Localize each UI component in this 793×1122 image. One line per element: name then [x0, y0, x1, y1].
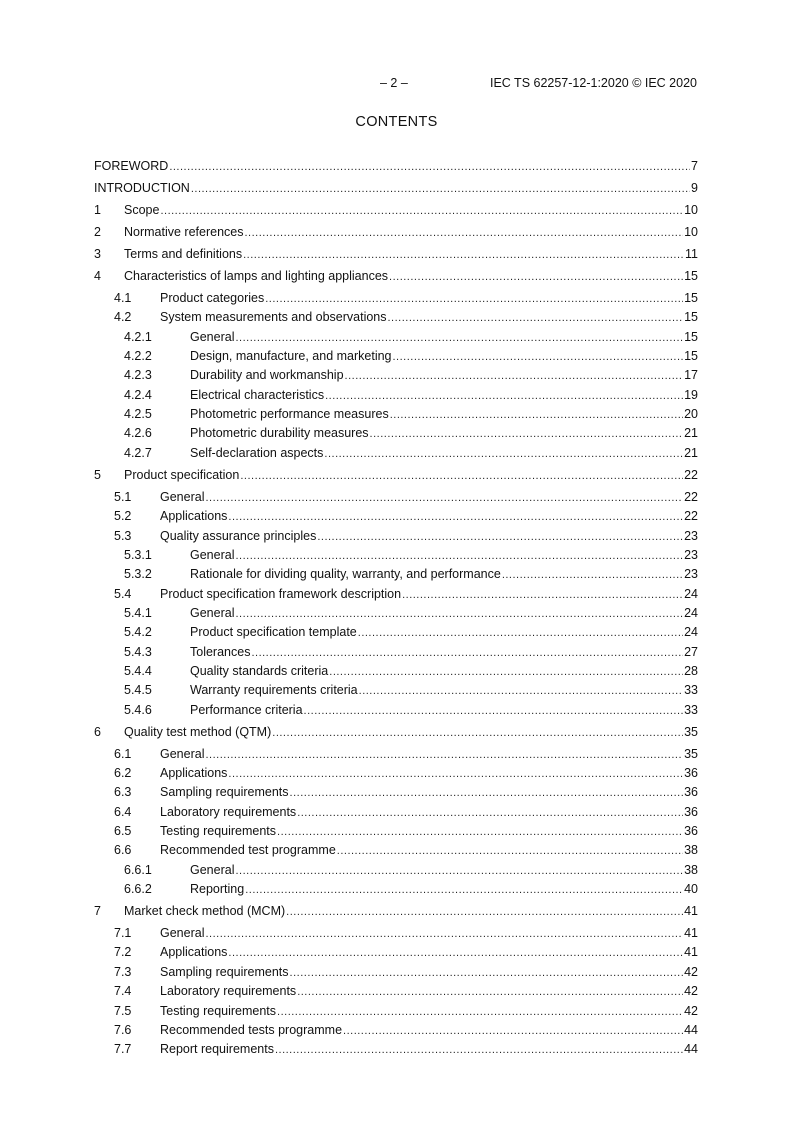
toc-entry[interactable]: [94, 158, 698, 174]
toc-leader-dots: [275, 1042, 683, 1058]
toc-entry[interactable]: [114, 508, 698, 524]
toc-entry-number: 5.4.3: [124, 645, 152, 659]
toc-entry[interactable]: [94, 246, 698, 262]
toc-leader-dots: [286, 904, 683, 920]
toc-entry-number: 4: [94, 269, 101, 283]
toc-entry-title: Terms and definitions: [124, 247, 243, 261]
toc-entry-number: 5: [94, 468, 101, 482]
toc-entry-page: 33: [684, 703, 698, 717]
toc-entry-title: Warranty requirements criteria: [190, 683, 358, 697]
toc-entry-number: 6.5: [114, 824, 132, 838]
toc-entry-title: General: [190, 330, 235, 344]
toc-entry-page: 22: [684, 509, 698, 523]
toc-leader-dots: [388, 310, 684, 326]
toc-entry-number: 4.2.3: [124, 368, 152, 382]
toc-entry[interactable]: [124, 367, 698, 383]
toc-leader-dots: [240, 468, 683, 484]
toc-entry[interactable]: [94, 903, 698, 919]
toc-entry-page: 23: [684, 529, 698, 543]
toc-entry-page: 21: [684, 426, 698, 440]
toc-leader-dots: [370, 426, 684, 442]
toc-leader-dots: [317, 529, 683, 545]
toc-entry[interactable]: [124, 663, 698, 679]
toc-entry-title: Market check method (MCM): [124, 904, 286, 918]
toc-entry[interactable]: [114, 804, 698, 820]
toc-entry-page: 35: [684, 747, 698, 761]
toc-entry-page: 42: [684, 984, 698, 998]
toc-entry-number: 7.3: [114, 965, 132, 979]
toc-entry-title: General: [190, 606, 235, 620]
toc-entry-page: 21: [684, 446, 698, 460]
toc-leader-dots: [235, 606, 683, 622]
toc-entry-page: 11: [685, 247, 698, 261]
toc-entry[interactable]: [114, 586, 698, 602]
page-number: – 2 –: [380, 76, 408, 90]
toc-entry-title: Product specification framework description: [160, 587, 402, 601]
toc-entry-number: 6.1: [114, 747, 132, 761]
toc-entry-number: 4.2.2: [124, 349, 152, 363]
toc-entry-page: 24: [684, 625, 698, 639]
toc-leader-dots: [235, 548, 683, 564]
toc-entry[interactable]: [114, 290, 698, 306]
toc-leader-dots: [325, 388, 683, 404]
toc-leader-dots: [290, 965, 684, 981]
toc-leader-dots: [277, 1004, 683, 1020]
toc-entry[interactable]: [114, 309, 698, 325]
toc-entry-title: General: [190, 548, 235, 562]
toc-leader-dots: [502, 567, 683, 583]
toc-leader-dots: [235, 863, 683, 879]
toc-leader-dots: [191, 181, 690, 197]
toc-entry-number: 5.1: [114, 490, 132, 504]
toc-entry-page: 42: [684, 965, 698, 979]
toc-entry-number: 1: [94, 203, 101, 217]
toc-entry-number: 7.4: [114, 984, 132, 998]
toc-entry-title: General: [160, 490, 205, 504]
toc-entry-number: 5.4.4: [124, 664, 152, 678]
toc-entry-title: Quality standards criteria: [190, 664, 329, 678]
toc-entry-title: Scope: [124, 203, 160, 217]
toc-entry-title: Testing requirements: [160, 1004, 277, 1018]
toc-entry-title: Report requirements: [160, 1042, 274, 1056]
toc-entry-title: Electrical characteristics: [190, 388, 325, 402]
toc-entry-title: Quality test method (QTM): [124, 725, 272, 739]
toc-entry[interactable]: [114, 1041, 698, 1057]
toc-entry[interactable]: [124, 682, 698, 698]
toc-entry-page: 36: [684, 766, 698, 780]
toc-leader-dots: [393, 349, 684, 365]
toc-entry-number: 7.5: [114, 1004, 132, 1018]
toc-leader-dots: [337, 843, 683, 859]
toc-entry[interactable]: [114, 944, 698, 960]
toc-entry-number: 4.2.4: [124, 388, 152, 402]
toc-entry-page: 24: [684, 606, 698, 620]
toc-entry-title: Product categories: [160, 291, 265, 305]
toc-entry[interactable]: [114, 765, 698, 781]
toc-entry-number: 5.4.1: [124, 606, 152, 620]
toc-entry-number: 7.1: [114, 926, 132, 940]
toc-entry[interactable]: [124, 425, 698, 441]
toc-entry[interactable]: [94, 268, 698, 284]
toc-entry[interactable]: [114, 528, 698, 544]
toc-leader-dots: [304, 703, 684, 719]
toc-leader-dots: [169, 159, 690, 175]
toc-leader-dots: [290, 785, 684, 801]
toc-entry-title: Recommended test programme: [160, 843, 336, 857]
toc-entry[interactable]: [124, 387, 698, 403]
toc-entry-page: 42: [684, 1004, 698, 1018]
toc-entry-title: Sampling requirements: [160, 965, 289, 979]
toc-entry-title: Normative references: [124, 225, 244, 239]
toc-leader-dots: [343, 1023, 683, 1039]
toc-entry-number: 4.2.1: [124, 330, 152, 344]
toc-leader-dots: [329, 664, 683, 680]
toc-entry-number: 5.4.5: [124, 683, 152, 697]
toc-entry[interactable]: [124, 644, 698, 660]
toc-entry[interactable]: [124, 445, 698, 461]
toc-leader-dots: [205, 490, 683, 506]
toc-entry-page: 36: [684, 785, 698, 799]
toc-entry[interactable]: [114, 1022, 698, 1038]
toc-leader-dots: [402, 587, 683, 603]
toc-leader-dots: [228, 945, 683, 961]
toc-entry-number: 4.2.6: [124, 426, 152, 440]
toc-entry-number: 3: [94, 247, 101, 261]
toc-entry-number: 6.3: [114, 785, 132, 799]
toc-entry-title: Rationale for dividing quality, warranty, and performance: [190, 567, 501, 581]
toc-entry-number: 6: [94, 725, 101, 739]
toc-leader-dots: [160, 203, 683, 219]
toc-entry-title: Reporting: [190, 882, 245, 896]
toc-entry[interactable]: [94, 180, 698, 196]
toc-entry-page: 27: [684, 645, 698, 659]
toc-entry[interactable]: [124, 605, 698, 621]
toc-entry-number: 6.6.2: [124, 882, 152, 896]
toc-entry-number: 5.4.2: [124, 625, 152, 639]
toc-entry[interactable]: [114, 964, 698, 980]
toc-entry-page: 15: [684, 269, 698, 283]
toc-entry-page: 15: [684, 310, 698, 324]
document-reference: IEC TS 62257-12-1:2020 © IEC 2020: [489, 76, 697, 90]
toc-entry-page: 19: [684, 388, 698, 402]
toc-entry-page: 23: [684, 548, 698, 562]
toc-entry-page: 38: [684, 863, 698, 877]
toc-entry-title: Sampling requirements: [160, 785, 289, 799]
toc-entry[interactable]: [124, 329, 698, 345]
toc-entry-page: 38: [684, 843, 698, 857]
toc-entry-title: Durability and workmanship: [190, 368, 344, 382]
toc-leader-dots: [324, 446, 683, 462]
toc-entry-title: Testing requirements: [160, 824, 277, 838]
toc-leader-dots: [205, 926, 683, 942]
toc-entry-title: Self-declaration aspects: [190, 446, 324, 460]
toc-entry[interactable]: [124, 547, 698, 563]
toc-entry-page: 44: [684, 1023, 698, 1037]
toc-entry-number: 7: [94, 904, 101, 918]
toc-entry[interactable]: [114, 746, 698, 762]
toc-entry-number: 2: [94, 225, 101, 239]
toc-leader-dots: [297, 984, 683, 1000]
toc-entry-number: 6.6: [114, 843, 132, 857]
toc-entry-page: 24: [684, 587, 698, 601]
toc-entry-title: Product specification: [124, 468, 240, 482]
toc-leader-dots: [235, 330, 683, 346]
toc-entry-number: 4.2: [114, 310, 132, 324]
toc-entry[interactable]: [114, 983, 698, 999]
toc-entry[interactable]: [124, 624, 698, 640]
toc-leader-dots: [272, 725, 683, 741]
toc-leader-dots: [277, 824, 683, 840]
toc-entry-number: 5.4.6: [124, 703, 152, 717]
toc-entry-page: 15: [684, 349, 698, 363]
toc-entry-title: Tolerances: [190, 645, 251, 659]
toc-entry[interactable]: [124, 702, 698, 718]
toc-entry[interactable]: [94, 224, 698, 240]
toc-entry-page: 22: [684, 490, 698, 504]
toc-leader-dots: [228, 509, 683, 525]
toc-entry[interactable]: [94, 467, 698, 483]
toc-entry-title: Photometric durability measures: [190, 426, 369, 440]
toc-leader-dots: [345, 368, 684, 384]
toc-entry-number: 5.3: [114, 529, 132, 543]
toc-entry-page: 17: [684, 368, 698, 382]
toc-entry-page: 28: [684, 664, 698, 678]
toc-entry-page: 15: [684, 291, 698, 305]
toc-entry[interactable]: [114, 823, 698, 839]
toc-entry-number: 5.3.2: [124, 567, 152, 581]
toc-entry-number: 6.4: [114, 805, 132, 819]
toc-entry-title: Quality assurance principles: [160, 529, 317, 543]
toc-leader-dots: [389, 269, 683, 285]
toc-entry-title: Applications: [160, 509, 228, 523]
toc-leader-dots: [243, 247, 684, 263]
toc-entry-number: 5.4: [114, 587, 132, 601]
toc-entry-title: System measurements and observations: [160, 310, 387, 324]
toc-entry-title: Design, manufacture, and marketing: [190, 349, 392, 363]
toc-entry-page: 20: [684, 407, 698, 421]
toc-entry-number: 6.6.1: [124, 863, 152, 877]
toc-leader-dots: [265, 291, 683, 307]
toc-entry-page: 41: [684, 904, 698, 918]
toc-entry-page: 36: [684, 805, 698, 819]
toc-entry-title: Laboratory requirements: [160, 984, 297, 998]
toc-entry-page: 41: [684, 926, 698, 940]
toc-entry[interactable]: [124, 406, 698, 422]
toc-entry[interactable]: [114, 489, 698, 505]
toc-leader-dots: [390, 407, 683, 423]
toc-entry-title: INTRODUCTION: [94, 181, 190, 195]
toc-entry-page: 22: [684, 468, 698, 482]
toc-entry-title: Characteristics of lamps and lighting appliances: [124, 269, 389, 283]
toc-leader-dots: [359, 683, 683, 699]
toc-entry[interactable]: [94, 202, 698, 218]
toc-entry-title: Applications: [160, 766, 228, 780]
toc-entry-title: Recommended tests programme: [160, 1023, 343, 1037]
toc-entry-page: 7: [691, 159, 698, 173]
toc-entry[interactable]: [124, 348, 698, 364]
toc-entry[interactable]: [114, 784, 698, 800]
toc-leader-dots: [245, 882, 683, 898]
toc-entry-title: General: [160, 747, 205, 761]
toc-entry-title: Applications: [160, 945, 228, 959]
toc-leader-dots: [251, 645, 683, 661]
toc-entry[interactable]: [124, 881, 698, 897]
toc-entry-number: 5.2: [114, 509, 132, 523]
toc-entry-page: 10: [684, 225, 698, 239]
toc-entry-page: 23: [684, 567, 698, 581]
toc-entry[interactable]: [114, 925, 698, 941]
toc-leader-dots: [245, 225, 684, 241]
toc-entry-number: 4.2.7: [124, 446, 152, 460]
toc-entry-number: 7.6: [114, 1023, 132, 1037]
toc-entry-page: 44: [684, 1042, 698, 1056]
toc-entry-page: 33: [684, 683, 698, 697]
toc-leader-dots: [297, 805, 683, 821]
toc-entry-number: 5.3.1: [124, 548, 152, 562]
page-title: CONTENTS: [355, 114, 438, 130]
toc-entry-title: Photometric performance measures: [190, 407, 389, 421]
toc-entry-number: 6.2: [114, 766, 132, 780]
toc-entry-page: 36: [684, 824, 698, 838]
toc-entry-page: 10: [684, 203, 698, 217]
toc-entry-page: 35: [684, 725, 698, 739]
toc-entry-number: 7.7: [114, 1042, 132, 1056]
toc-entry-title: FOREWORD: [94, 159, 169, 173]
toc-entry[interactable]: [124, 566, 698, 582]
toc-entry-page: 15: [684, 330, 698, 344]
toc-entry-page: 40: [684, 882, 698, 896]
toc-entry-page: 9: [691, 181, 698, 195]
toc-entry-title: Product specification template: [190, 625, 357, 639]
toc-entry-page: 41: [684, 945, 698, 959]
toc-entry-title: General: [190, 863, 235, 877]
toc-leader-dots: [358, 625, 683, 641]
toc-entry-title: Performance criteria: [190, 703, 303, 717]
toc-leader-dots: [228, 766, 683, 782]
toc-entry[interactable]: [124, 862, 698, 878]
toc-entry-number: 4.1: [114, 291, 132, 305]
toc-leader-dots: [205, 747, 683, 763]
toc-entry-title: Laboratory requirements: [160, 805, 297, 819]
toc-entry-number: 7.2: [114, 945, 132, 959]
toc-entry[interactable]: [114, 842, 698, 858]
toc-entry[interactable]: [114, 1003, 698, 1019]
toc-entry-number: 4.2.5: [124, 407, 152, 421]
toc-entry[interactable]: [94, 724, 698, 740]
toc-entry-title: General: [160, 926, 205, 940]
